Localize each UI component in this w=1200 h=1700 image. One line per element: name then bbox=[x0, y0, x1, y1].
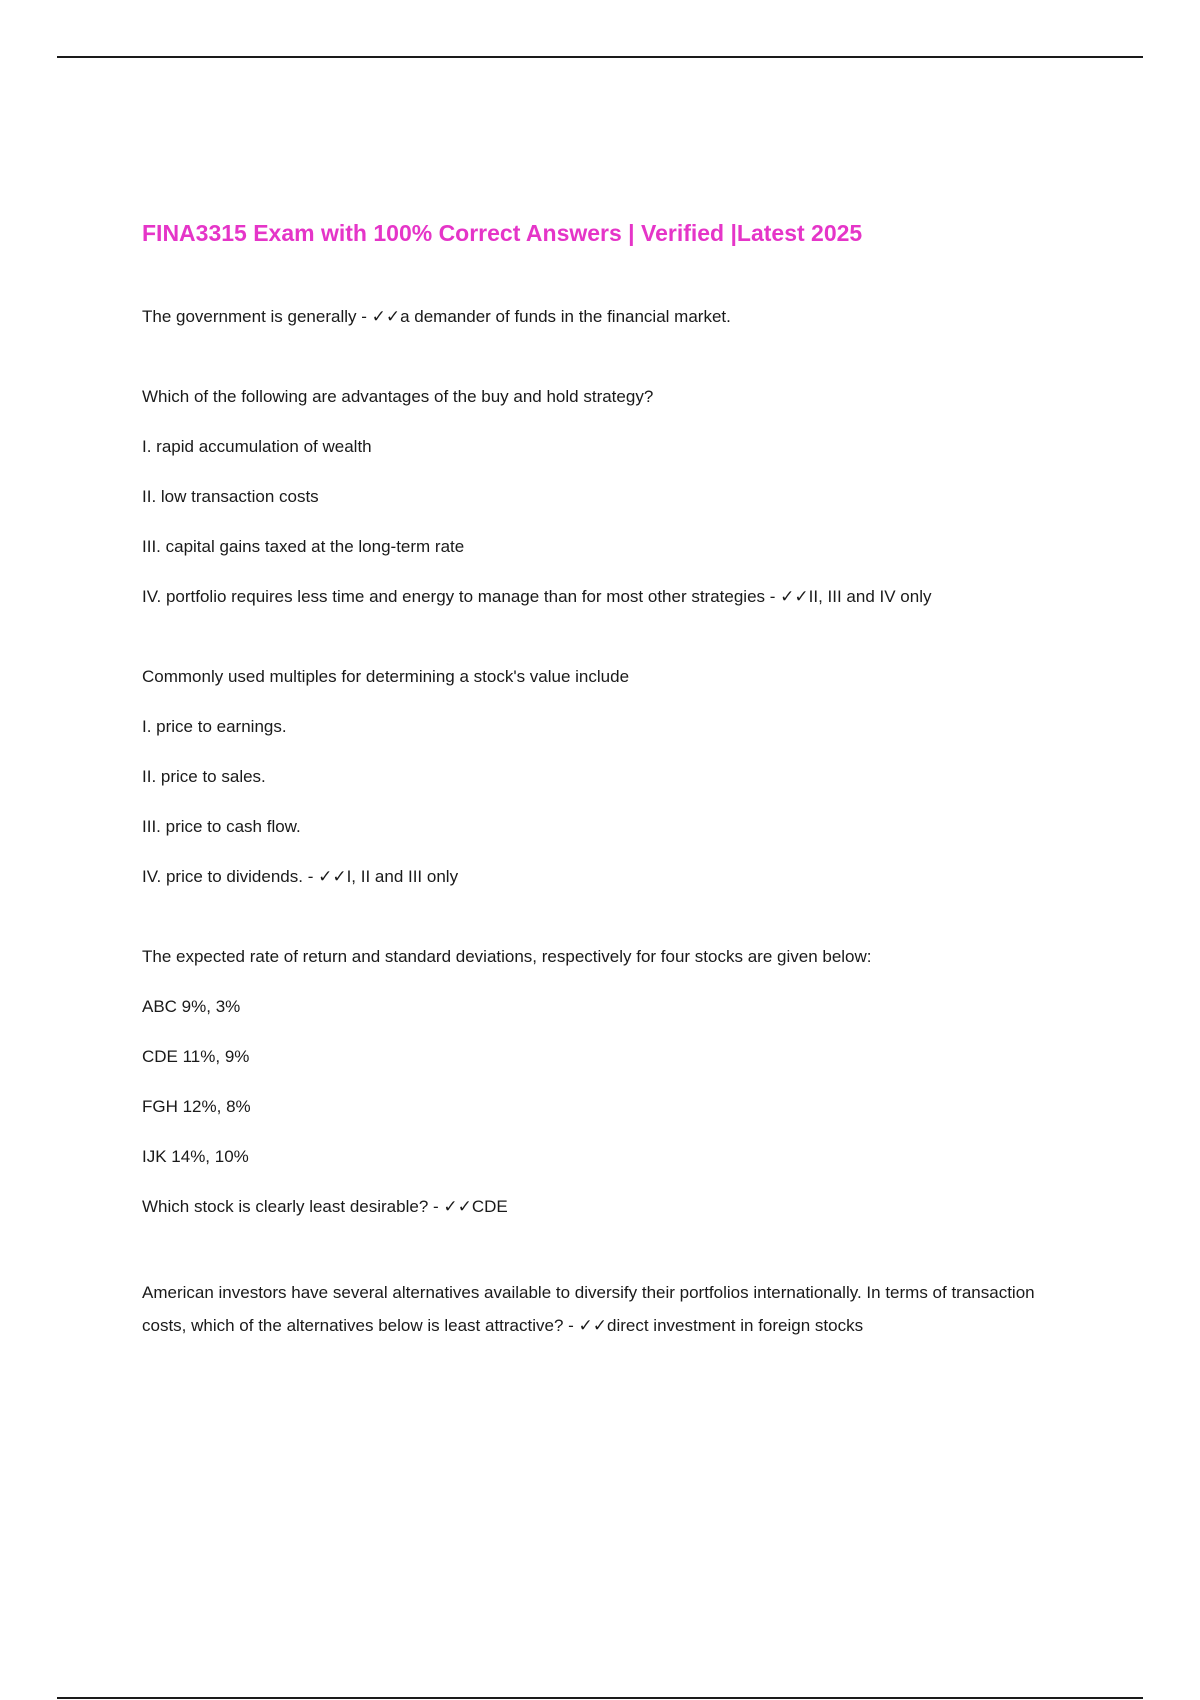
question-5-paragraph: American investors have several alternatives available to diversify their portfolios internationally. In terms of transaction costs, which of the alternatives below is least attractive? - ✓✓direct investment in foreign stocks bbox=[142, 1283, 1035, 1335]
question-4-stock-cde: CDE 11%, 9% bbox=[142, 1047, 250, 1066]
question-3-option-2: II. price to sales. bbox=[142, 767, 266, 786]
question-2-option-3: III. capital gains taxed at the long-term rate bbox=[142, 537, 465, 556]
question-4-answer: Which stock is clearly least desirable? - ✓✓CDE bbox=[142, 1197, 508, 1216]
question-4-stock-abc: ABC 9%, 3% bbox=[142, 997, 241, 1016]
question-1-line-1: The government is generally - ✓✓a demander of funds in the financial market. bbox=[142, 307, 731, 326]
question-3-stem: Commonly used multiples for determining a stock's value include bbox=[142, 667, 630, 686]
question-2 bbox=[142, 386, 1072, 608]
question-4 bbox=[142, 946, 1072, 1218]
question-3-option-3: III. price to cash flow. bbox=[142, 817, 301, 836]
footer-rule bbox=[57, 1697, 1143, 1699]
question-2-option-2: II. low transaction costs bbox=[142, 487, 319, 506]
header-rule bbox=[57, 56, 1143, 58]
question-2-option-4-answer: IV. portfolio requires less time and energy to manage than for most other strategies - ✓✓II, III and IV only bbox=[142, 587, 932, 606]
question-3-option-1: I. price to earnings. bbox=[142, 717, 287, 736]
question-2-option-1: I. rapid accumulation of wealth bbox=[142, 437, 372, 456]
document-title: FINA3315 Exam with 100% Correct Answers | Verified |Latest 2025 bbox=[142, 220, 863, 246]
question-4-stem: The expected rate of return and standard deviations, respectively for four stocks are given below: bbox=[142, 947, 872, 966]
question-3 bbox=[142, 666, 1072, 888]
question-5 bbox=[142, 1276, 1072, 1342]
question-4-stock-fgh: FGH 12%, 8% bbox=[142, 1097, 251, 1116]
question-1 bbox=[142, 306, 1072, 328]
document-body bbox=[142, 218, 1072, 1400]
question-3-option-4-answer: IV. price to dividends. - ✓✓I, II and III only bbox=[142, 867, 459, 886]
question-2-stem: Which of the following are advantages of the buy and hold strategy? bbox=[142, 387, 654, 406]
question-4-stock-ijk: IJK 14%, 10% bbox=[142, 1147, 249, 1166]
